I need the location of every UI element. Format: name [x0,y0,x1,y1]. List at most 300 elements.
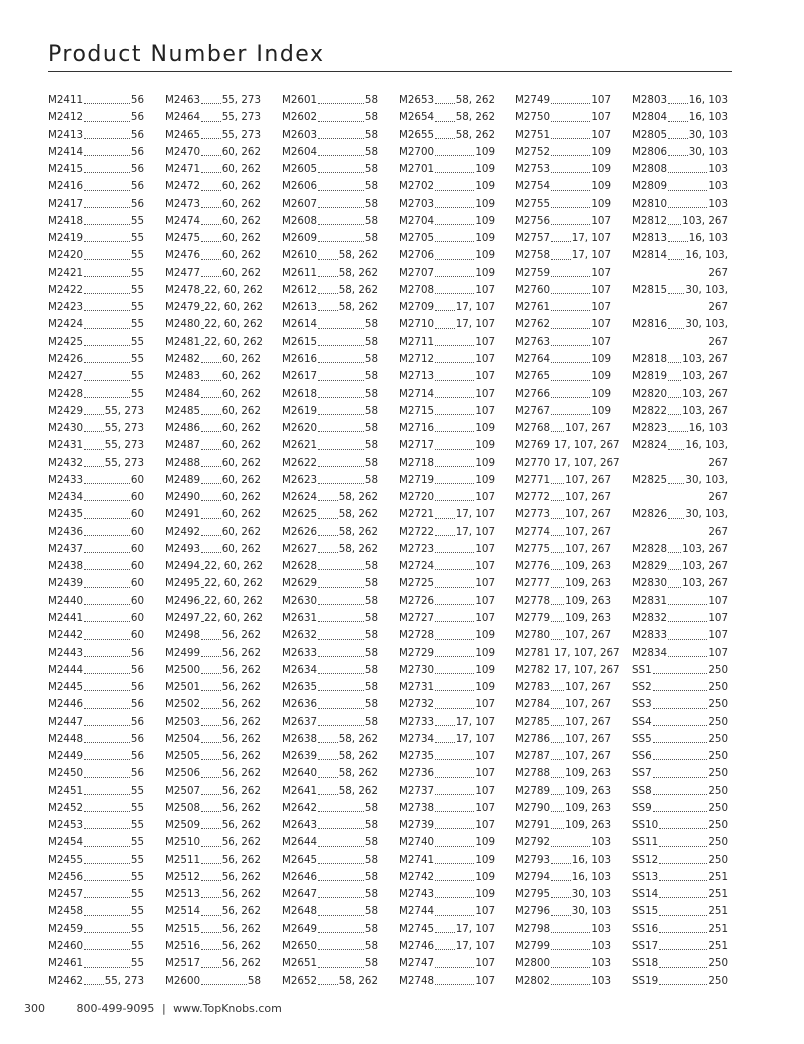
index-entry [632,316,728,333]
product-number: M2779 [515,611,551,624]
page-reference: 60 [130,560,144,573]
dot-leader [668,552,681,553]
index-entry [515,748,611,765]
page-reference: 60, 262 [221,180,261,193]
index-entry [632,506,728,523]
dot-leader [84,569,130,570]
dot-leader [318,742,338,743]
dot-leader [201,380,221,381]
product-number: SS8 [632,784,652,797]
product-number: M2474 [165,214,201,227]
dot-leader [659,880,707,881]
dot-leader [668,241,688,242]
dot-leader [653,690,708,691]
dot-leader [551,811,564,812]
page-reference: 250 [708,836,728,849]
page-reference: 55, 273 [104,456,144,469]
product-number: M2637 [282,715,318,728]
dot-leader [551,897,571,898]
dot-leader [318,639,364,640]
page-reference: 109 [475,145,495,158]
page-reference: 58 [364,663,378,676]
page-reference: 55, 273 [104,404,144,417]
page-reference: 58 [364,611,378,624]
dot-leader [435,673,474,674]
index-entry [48,420,144,437]
product-number: M2620 [282,422,318,435]
product-number: SS5 [632,732,652,745]
index-entry [48,627,144,644]
page-reference: 55 [130,232,144,245]
page-reference: 109 [475,629,495,642]
index-entry [165,627,261,644]
product-number: M2647 [282,888,318,901]
product-number: M2613 [282,301,318,314]
dot-leader [201,656,221,657]
index-entry [515,765,611,782]
dot-leader [668,569,681,570]
page-reference: 55 [130,888,144,901]
index-entry [632,420,728,437]
index-entry [282,403,378,420]
product-number: M2512 [165,870,201,883]
page-reference: 58 [364,318,378,331]
product-number: M2649 [282,922,318,935]
index-entry [515,316,611,333]
page-reference: 56, 262 [221,715,261,728]
index-entry [282,800,378,817]
product-number: M2454 [48,836,84,849]
page-reference: 55 [130,318,144,331]
index-entry [165,765,261,782]
dot-leader [668,362,681,363]
product-number: M2703 [399,197,435,210]
index-entry [48,886,144,903]
product-number: M2788 [515,767,551,780]
index-entry [282,334,378,351]
dot-leader [201,552,221,553]
dot-leader [84,811,130,812]
dot-leader [668,656,707,657]
dot-leader [551,362,590,363]
dot-leader [551,345,590,346]
page-reference: 107 [475,974,495,987]
product-number: M2721 [399,508,435,521]
page-reference: 109 [475,214,495,227]
product-number: M2615 [282,335,318,348]
product-number: M2834 [632,646,668,659]
dot-leader [201,155,221,156]
dot-leader [435,967,474,968]
dot-leader [435,777,474,778]
index-entry [515,247,611,264]
product-number: M2742 [399,870,435,883]
product-number: M2800 [515,957,551,970]
product-number: M2746 [399,940,435,953]
product-number: M2802 [515,974,551,987]
page-reference: 56, 262 [221,629,261,642]
product-number: M2480 [165,318,201,331]
index-entry [48,955,144,972]
page-reference: 56, 262 [221,681,261,694]
index-entry [399,679,495,696]
dot-leader [84,880,130,881]
page-reference: 58 [364,180,378,193]
product-number: SS13 [632,870,659,883]
product-number: M2429 [48,404,84,417]
page-reference: 30, 103 [688,128,728,141]
index-entry [515,420,611,437]
page-reference: 60, 262 [221,266,261,279]
product-number: M2815 [632,283,668,296]
dot-leader [551,483,564,484]
dot-leader [435,932,455,933]
page-reference: 58 [364,888,378,901]
dot-leader [435,742,455,743]
dot-leader [318,725,364,726]
dot-leader [201,259,221,260]
product-number: M2793 [515,853,551,866]
page-reference: 55, 273 [221,128,261,141]
index-entry [282,765,378,782]
product-number: M2766 [515,387,551,400]
dot-leader [201,224,221,225]
product-number: M2494 [165,560,201,573]
dot-leader [201,759,221,760]
product-number: M2479 [165,301,201,314]
index-entry [399,178,495,195]
product-number: M2506 [165,767,201,780]
dot-leader [84,656,130,657]
page-reference: 58, 262 [338,974,378,987]
product-number: SS17 [632,940,659,953]
index-entry [399,455,495,472]
dot-leader [668,483,684,484]
product-number: M2707 [399,266,435,279]
page-reference: 58, 262 [338,301,378,314]
page-reference: 17, 107, 267 [554,646,620,659]
index-entry [282,903,378,920]
dot-leader [668,172,707,173]
dot-leader [551,984,590,985]
index-entry [632,645,728,662]
dot-leader [201,431,221,432]
dot-leader [84,483,130,484]
product-number: M2753 [515,163,551,176]
dot-leader [551,639,564,640]
page-reference: 56, 262 [221,853,261,866]
dot-leader [435,915,474,916]
dot-leader [84,863,130,864]
product-number: M2810 [632,197,668,210]
page-reference: 250 [708,784,728,797]
page-reference: 17, 107 [455,732,495,745]
page-reference: 109, 263 [565,560,611,573]
dot-leader [318,656,364,657]
product-number: M2650 [282,940,318,953]
dot-leader [435,708,474,709]
dot-leader [435,190,474,191]
index-entry [515,834,611,851]
index-entry [48,748,144,765]
product-number: M2653 [399,94,435,106]
website-link[interactable]: www.TopKnobs.com [173,1002,282,1015]
product-number: M2493 [165,542,201,555]
page-reference: 55, 273 [104,974,144,987]
product-number: M2618 [282,387,318,400]
product-number: M2614 [282,318,318,331]
dot-leader [551,794,564,795]
index-entry [515,489,611,506]
dot-leader [668,138,688,139]
page-reference: 55, 273 [104,422,144,435]
dot-leader [201,811,221,812]
product-number: M2831 [632,594,668,607]
page-reference: 60, 262 [221,473,261,486]
index-entry [632,938,728,955]
dot-leader [318,241,364,242]
product-number: M2514 [165,905,201,918]
product-number: M2503 [165,715,201,728]
index-entry [399,627,495,644]
dot-leader [318,569,364,570]
page-reference: 107 [591,335,611,348]
page-reference: 250 [708,750,728,763]
product-number: M2460 [48,940,84,953]
dot-leader [435,138,455,139]
index-entry [399,420,495,437]
page-reference: 250 [708,732,728,745]
product-number: M2453 [48,819,84,832]
index-entry [48,127,144,144]
page-reference: 17, 107 [455,715,495,728]
index-entry [165,731,261,748]
index-entry [399,213,495,230]
page-reference: 58 [364,957,378,970]
index-entry [282,783,378,800]
page-reference: 58 [364,940,378,953]
page-reference: 22, 60, 262 [204,594,264,607]
index-entry [48,299,144,316]
page-reference: 60, 262 [221,542,261,555]
page-reference: 109, 263 [565,819,611,832]
product-number: M2794 [515,870,551,883]
product-number: M2829 [632,560,668,573]
index-entry [632,524,728,541]
product-number: M2639 [282,750,318,763]
product-number: M2438 [48,560,84,573]
page-reference: 109 [475,836,495,849]
dot-leader [435,466,474,467]
dot-leader [84,725,130,726]
product-number: M2818 [632,352,668,365]
page-reference: 56, 262 [221,698,261,711]
product-number: M2830 [632,577,668,590]
dot-leader [435,121,455,122]
index-entry [515,178,611,195]
page-reference: 58 [364,836,378,849]
page-reference: 58, 262 [338,750,378,763]
page-reference: 58 [364,905,378,918]
product-number: M2805 [632,128,668,141]
page-reference: 17, 107 [455,525,495,538]
page-reference: 58 [364,404,378,417]
index-entry [632,213,728,230]
dot-leader [551,535,564,536]
index-entry [165,403,261,420]
page-reference: 58 [364,715,378,728]
index-entry [282,351,378,368]
index-entry [515,541,611,558]
page-reference: 56 [130,163,144,176]
page-reference: 58 [364,197,378,210]
dot-leader [435,362,474,363]
dot-leader [659,897,707,898]
product-number: M2748 [399,974,435,987]
dot-leader [435,828,474,829]
page-reference: 267 [708,266,728,279]
product-number: M2820 [632,387,668,400]
product-number: M2752 [515,145,551,158]
page-reference: 109 [591,180,611,193]
page-reference: 58, 262 [338,249,378,262]
product-number: M2770 [515,456,551,469]
dot-leader [201,190,221,191]
index-entry [48,334,144,351]
index-entry [282,489,378,506]
index-entry [632,489,728,506]
dot-leader [84,138,130,139]
dot-leader [84,518,130,519]
page-reference: 58, 262 [338,525,378,538]
dot-leader [659,846,707,847]
product-number: M2717 [399,439,435,452]
product-number: M2780 [515,629,551,642]
product-number: M2508 [165,801,201,814]
product-number: M2713 [399,370,435,383]
page-reference: 58, 262 [338,508,378,521]
index-entry [282,161,378,178]
product-number: M2483 [165,370,201,383]
page-reference: 58 [364,422,378,435]
product-number: M2812 [632,214,668,227]
dot-leader [201,518,221,519]
product-number: M2795 [515,888,551,901]
dot-leader [659,863,707,864]
product-number: M2475 [165,232,201,245]
product-number: M2492 [165,525,201,538]
page-reference: 107, 267 [565,542,611,555]
product-number: M2516 [165,940,201,953]
product-number: M2638 [282,732,318,745]
dot-leader [551,621,564,622]
dot-leader [318,466,364,467]
product-number: M2461 [48,957,84,970]
page-reference: 103, 267 [682,542,728,555]
index-entry [48,178,144,195]
page-reference: 56 [130,111,144,124]
page-reference: 107 [708,646,728,659]
page-reference: 250 [708,957,728,970]
index-entry [632,558,728,575]
page-footer [24,1002,286,1015]
dot-leader [659,828,707,829]
dot-leader [318,155,364,156]
index-entry [632,869,728,886]
product-number: M2727 [399,611,435,624]
index-entry [282,178,378,195]
product-number: M2706 [399,249,435,262]
page-reference: 56 [130,698,144,711]
product-number: M2610 [282,249,318,262]
product-number: M2743 [399,888,435,901]
dot-leader [668,414,681,415]
page-reference: 58 [364,214,378,227]
index-entry [632,610,728,627]
product-number: M2428 [48,387,84,400]
product-number: M2464 [165,111,201,124]
product-number: M2765 [515,370,551,383]
page-reference: 17, 107 [571,249,611,262]
index-entry [399,610,495,627]
dot-leader [201,397,221,398]
dot-leader [551,397,590,398]
page-reference: 56, 262 [221,784,261,797]
index-entry [165,852,261,869]
index-entry [48,368,144,385]
page-reference: 107 [475,404,495,417]
product-number: M2816 [632,318,668,331]
index-entry [165,645,261,662]
product-number: M2491 [165,508,201,521]
page-reference: 107, 267 [565,473,611,486]
index-entry [48,731,144,748]
dot-leader [201,172,221,173]
product-number: M2473 [165,197,201,210]
page-reference: 55 [130,335,144,348]
page-reference: 107 [591,301,611,314]
page-reference: 17, 107, 267 [554,456,620,469]
product-number: M2629 [282,577,318,590]
page-reference: 55 [130,387,144,400]
index-entry [399,230,495,247]
dot-leader [201,293,203,294]
page-reference: 109 [591,163,611,176]
page-reference: 107 [591,266,611,279]
page-reference: 55 [130,214,144,227]
page-reference: 60, 262 [221,404,261,417]
index-entry [282,817,378,834]
page-reference: 60 [130,508,144,521]
page-reference: 103, 267 [682,370,728,383]
index-entry [165,334,264,351]
page-reference: 58 [364,801,378,814]
product-number: M2761 [515,301,551,314]
index-entry [632,334,728,351]
dot-leader [653,673,708,674]
page-reference: 58 [364,577,378,590]
index-entry [165,783,261,800]
page-reference: 60, 262 [221,145,261,158]
dot-leader [551,190,590,191]
product-number: M2772 [515,491,551,504]
index-entry [399,196,495,213]
dot-leader [201,483,221,484]
index-entry [48,869,144,886]
dot-leader [84,224,130,225]
page-reference: 109 [475,456,495,469]
dot-leader [318,552,338,553]
